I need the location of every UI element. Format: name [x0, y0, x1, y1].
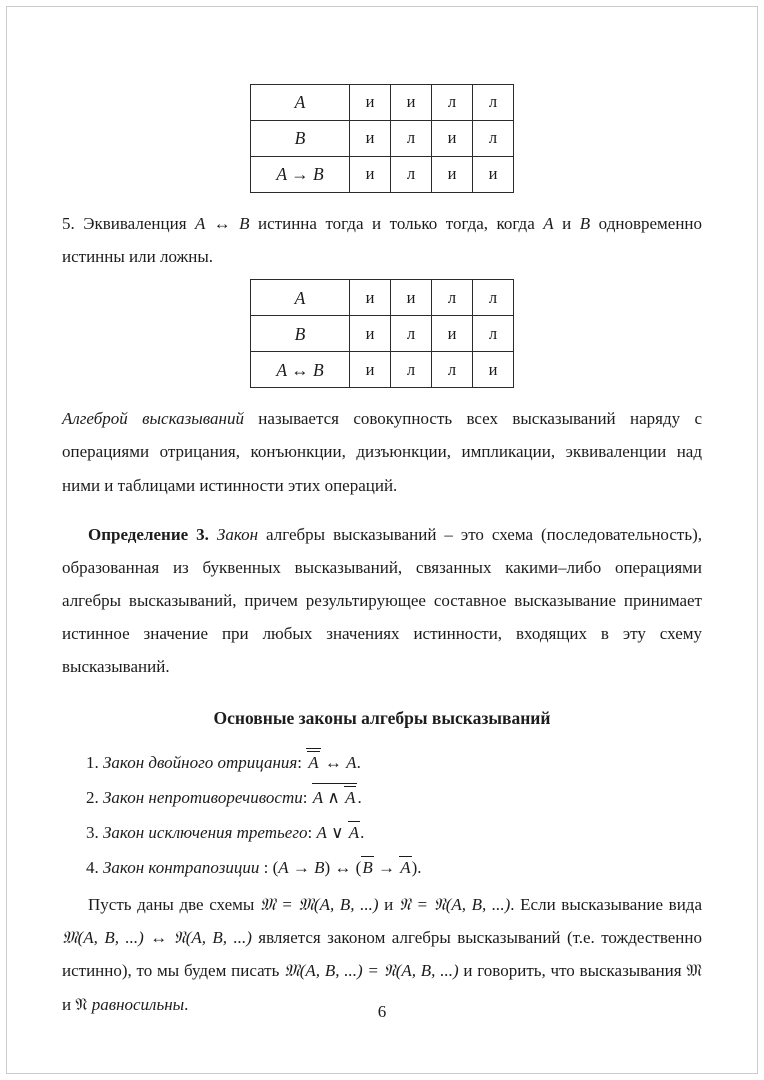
- truth-table-rowheader: B: [251, 121, 350, 157]
- truth-table-rowheader: A: [251, 85, 350, 121]
- truth-table-value: л: [391, 316, 432, 352]
- truth-table-value: и: [391, 280, 432, 316]
- truth-table-row: [251, 121, 514, 157]
- truth-table-value: и: [473, 352, 514, 388]
- truth-table-rowheader: A: [251, 280, 350, 316]
- truth-table-value: и: [473, 157, 514, 193]
- law-item-double-negation: 1. Закон двойного отрицания: A ↔ A.: [62, 746, 702, 779]
- paragraph-equivalence-schemes: Пусть даны две схемы 𝔐 = 𝔐(A, B, ...) и 𝔑 = 𝔑(A, B, ...). Если высказывание вида 𝔐(A, B, ...) ↔ 𝔑(A, B, ...) является законом алгебры высказываний (т.е. тождественно истинно), то мы будем писать 𝔐(A, B, ...) = 𝔑(A, B, ...) и говорить, что высказывания 𝔐 и 𝔑 равносильны.: [62, 895, 702, 1014]
- truth-table-value: и: [432, 316, 473, 352]
- section-heading: Основные законы алгебры высказываний: [213, 708, 551, 729]
- page-number: 6: [377, 1002, 387, 1021]
- truth-table-row: [251, 352, 514, 388]
- truth-table-row: [251, 85, 514, 121]
- truth-table-rowheader: A → B: [251, 157, 350, 193]
- truth-table-value: и: [432, 157, 473, 193]
- truth-table-value: л: [391, 157, 432, 193]
- law-item-contraposition: 4. Закон контрапозиции : (A → B) ↔ (B → A).: [86, 857, 422, 877]
- truth-table-value: л: [432, 85, 473, 121]
- truth-table-value: и: [350, 316, 391, 352]
- truth-table-value: и: [350, 121, 391, 157]
- truth-table-implication: [250, 84, 514, 193]
- truth-table-value: л: [432, 280, 473, 316]
- paragraph-definition-3: Определение 3. Закон алгебры высказываний – это схема (последовательность), образованная из буквенных высказываний, связанных какими–либо операциями алгебры высказываний, причем результирующее составное высказывание принимает истинное значение при любых значениях истинности, входящих в эту схему высказываний.: [62, 524, 702, 677]
- law-item-excluded-middle: 3. Закон исключения третьего: A ∨ A.: [86, 822, 365, 842]
- paragraph-algebra-definition: Алгеброй высказываний называется совокупность всех высказываний наряду с операциями отрицания, конъюнкции, дизъюнкции, импликации, эквиваленции над ними и таблицами истинности этих операций.: [62, 409, 702, 495]
- truth-table-value: л: [473, 85, 514, 121]
- truth-table-value: л: [391, 352, 432, 388]
- truth-table-rowheader: A ↔ B: [251, 352, 350, 388]
- paragraph-item5: 5. Эквиваленция A ↔ B истинна тогда и только тогда, когда A и B одновременно истинны или ложны.: [62, 214, 703, 267]
- truth-table-row: [251, 157, 514, 193]
- truth-table-value: и: [350, 157, 391, 193]
- truth-table-value: л: [473, 280, 514, 316]
- truth-table-value: и: [350, 352, 391, 388]
- truth-table-row: [251, 280, 514, 316]
- truth-table-value: и: [391, 85, 432, 121]
- truth-table-rowheader: B: [251, 316, 350, 352]
- truth-table-value: и: [350, 85, 391, 121]
- truth-table-value: л: [473, 121, 514, 157]
- truth-table-value: л: [473, 316, 514, 352]
- truth-table-value: л: [432, 352, 473, 388]
- truth-table-value: и: [350, 280, 391, 316]
- truth-table-value: л: [391, 121, 432, 157]
- law-item-non-contradiction: 2. Закон непротиворечивости: A ∧ A .: [62, 781, 702, 814]
- truth-table-equivalence: [250, 279, 514, 388]
- truth-table-row: [251, 316, 514, 352]
- truth-table-value: и: [432, 121, 473, 157]
